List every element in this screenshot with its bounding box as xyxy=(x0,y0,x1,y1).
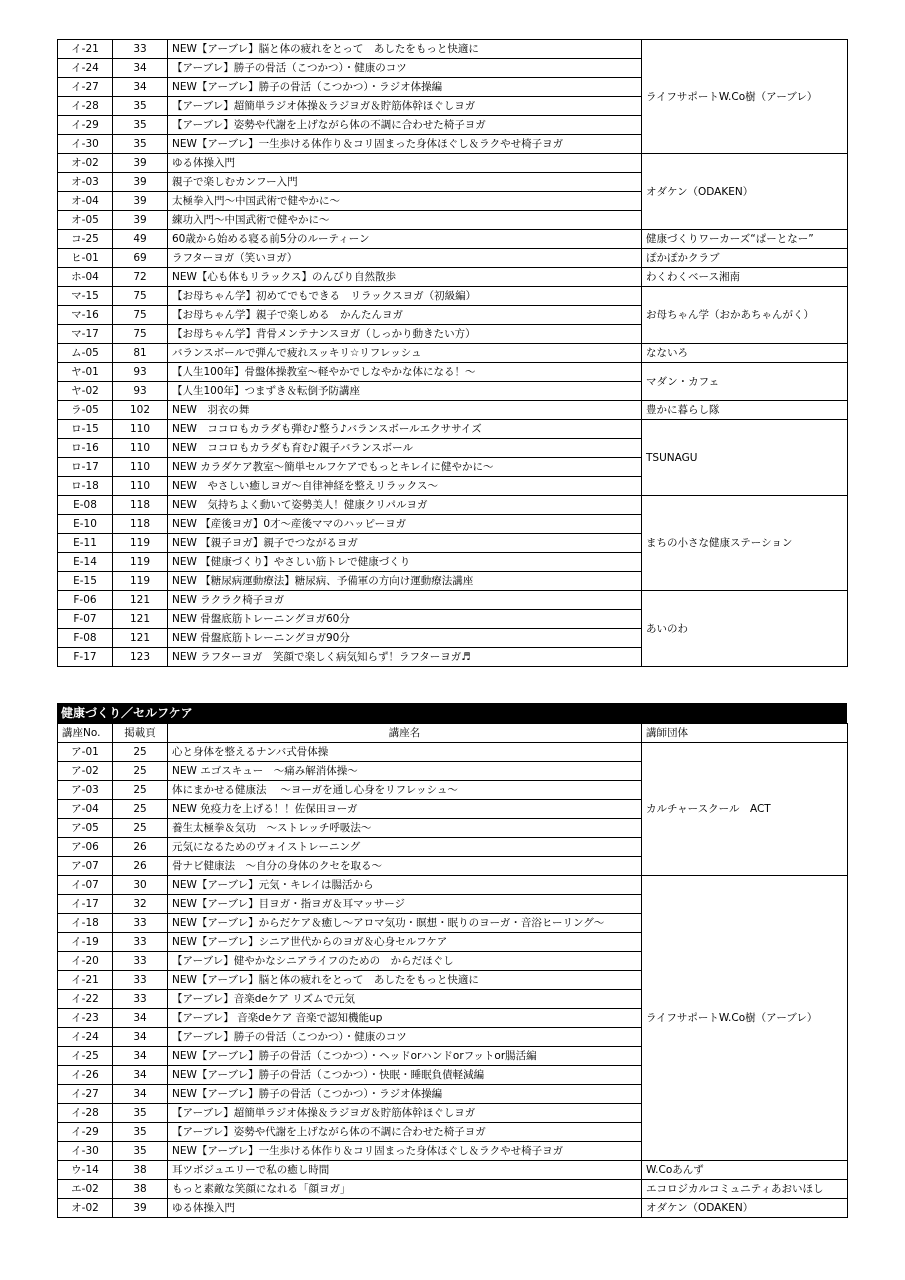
page-number: 72 xyxy=(113,268,168,287)
page-number: 34 xyxy=(113,1066,168,1085)
table-row xyxy=(58,1180,848,1199)
table-row xyxy=(58,401,848,420)
course-number: エ-02 xyxy=(58,1180,113,1199)
page-number: 33 xyxy=(113,933,168,952)
page-number: 35 xyxy=(113,1142,168,1161)
organization-name: マダン・カフェ xyxy=(642,363,848,401)
page-number: 33 xyxy=(113,914,168,933)
course-number: イ-07 xyxy=(58,876,113,895)
course-name: NEW エゴスキュー ～痛み解消体操～ xyxy=(168,762,642,781)
course-number: コ-25 xyxy=(58,230,113,249)
course-name: NEW ラフターヨガ 笑顔で楽しく病気知らず！ラフターヨガ♬ xyxy=(168,648,642,667)
organization-name: オダケン（ODAKEN） xyxy=(642,154,848,230)
course-number: イ-27 xyxy=(58,1085,113,1104)
organization-name: まちの小さな健康ステーション xyxy=(642,496,848,591)
course-name: 【アーブレ】姿勢や代謝を上げながら体の不調に合わせた椅子ヨガ xyxy=(168,116,642,135)
course-name: 【アーブレ】 音楽deケア 音楽で認知機能up xyxy=(168,1009,642,1028)
table-row xyxy=(58,268,848,287)
header-row xyxy=(58,724,848,743)
course-name: 【アーブレ】健やかなシニアライフのための からだほぐし xyxy=(168,952,642,971)
course-number: イ-17 xyxy=(58,895,113,914)
course-number: イ-24 xyxy=(58,59,113,78)
table-header xyxy=(58,724,848,743)
course-number: イ-27 xyxy=(58,78,113,97)
page-number: 25 xyxy=(113,762,168,781)
course-name: 【アーブレ】勝子の骨活（こつかつ）・健康のコツ xyxy=(168,1028,642,1047)
course-name: NEW 【健康づくり】やさしい筋トレで健康づくり xyxy=(168,553,642,572)
course-name: NEW 羽衣の舞 xyxy=(168,401,642,420)
header-organization: 講師団体 xyxy=(642,724,848,743)
course-name: NEW 【産後ヨガ】0才～産後ママのハッピーヨガ xyxy=(168,515,642,534)
course-number: マ-17 xyxy=(58,325,113,344)
course-number: ホ-04 xyxy=(58,268,113,287)
page-number: 39 xyxy=(113,173,168,192)
course-name: 【アーブレ】超簡単ラジオ体操＆ラジヨガ＆貯筋体幹ほぐしヨガ xyxy=(168,1104,642,1123)
section-health-selfcare xyxy=(57,703,847,1218)
course-name: NEW【アーブレ】元気・キレイは腸活から xyxy=(168,876,642,895)
course-name: バランスボールで弾んで疲れスッキリ☆リフレッシュ xyxy=(168,344,642,363)
course-number: ヤ-01 xyxy=(58,363,113,382)
course-name: 【人生100年】骨盤体操教室～軽やかでしなやかな体になる！～ xyxy=(168,363,642,382)
course-name: NEW【アーブレ】勝子の骨活（こつかつ）・ラジオ体操編 xyxy=(168,1085,642,1104)
course-number: E-10 xyxy=(58,515,113,534)
course-name: 耳ツボジュエリーで私の癒し時間 xyxy=(168,1161,642,1180)
course-number: イ-21 xyxy=(58,971,113,990)
course-name: NEW 気持ちよく動いて姿勢美人！健康クリパルヨガ xyxy=(168,496,642,515)
course-number: イ-29 xyxy=(58,116,113,135)
page-number: 121 xyxy=(113,591,168,610)
course-number: イ-25 xyxy=(58,1047,113,1066)
course-name: NEW ラクラク椅子ヨガ xyxy=(168,591,642,610)
course-name: 体にまかせる健康法 ～ヨーガを通し心身をリフレッシュ～ xyxy=(168,781,642,800)
course-number: ア-06 xyxy=(58,838,113,857)
course-name: 【人生100年】つまずき＆転倒予防講座 xyxy=(168,382,642,401)
course-name: 【アーブレ】音楽deケア リズムで元気 xyxy=(168,990,642,1009)
page-number: 39 xyxy=(113,154,168,173)
page-number: 32 xyxy=(113,895,168,914)
page-number: 33 xyxy=(113,971,168,990)
course-number: イ-30 xyxy=(58,135,113,154)
course-number: マ-15 xyxy=(58,287,113,306)
page-number: 26 xyxy=(113,857,168,876)
page-number: 35 xyxy=(113,116,168,135)
course-name: NEW 免疫力を上げる！！佐保田ヨーガ xyxy=(168,800,642,819)
organization-name: TSUNAGU xyxy=(642,420,848,496)
course-number: ム-05 xyxy=(58,344,113,363)
course-number: ア-03 xyxy=(58,781,113,800)
table-row xyxy=(58,40,848,59)
page-number: 39 xyxy=(113,211,168,230)
course-number: イ-28 xyxy=(58,97,113,116)
course-number: ロ-17 xyxy=(58,458,113,477)
page-number: 34 xyxy=(113,59,168,78)
course-number: ア-02 xyxy=(58,762,113,781)
page-number: 110 xyxy=(113,477,168,496)
course-name: ラフターヨガ（笑いヨガ） xyxy=(168,249,642,268)
course-number: ア-04 xyxy=(58,800,113,819)
course-number: E-08 xyxy=(58,496,113,515)
course-name: 【お母ちゃん学】初めてでもできる リラックスヨガ（初級編） xyxy=(168,287,642,306)
header-course-no: 講座No. xyxy=(58,724,113,743)
course-table-continued xyxy=(57,39,848,667)
course-number: ヒ-01 xyxy=(58,249,113,268)
table-row xyxy=(58,363,848,382)
page-number: 39 xyxy=(113,1199,168,1218)
organization-name: オダケン（ODAKEN） xyxy=(642,1199,848,1218)
course-name: NEW【アーブレ】からだケア＆癒し～アロマ気功・瞑想・眠りのヨーガ・音浴ヒーリング～ xyxy=(168,914,642,933)
page-number: 75 xyxy=(113,287,168,306)
course-name: 【アーブレ】姿勢や代謝を上げながら体の不調に合わせた椅子ヨガ xyxy=(168,1123,642,1142)
table-row xyxy=(58,743,848,762)
page-number: 34 xyxy=(113,1028,168,1047)
course-name: NEW ココロもカラダも育む♪親子バランスボール xyxy=(168,439,642,458)
course-number: E-14 xyxy=(58,553,113,572)
table-row xyxy=(58,496,848,515)
course-number: イ-26 xyxy=(58,1066,113,1085)
table-row xyxy=(58,876,848,895)
header-course-name: 講座名 xyxy=(168,724,642,743)
course-name: NEW【アーブレ】一生歩ける体作り＆コリ固まった身体ほぐし＆ラクやせ椅子ヨガ xyxy=(168,1142,642,1161)
page-number: 102 xyxy=(113,401,168,420)
page-number: 118 xyxy=(113,496,168,515)
course-table-body xyxy=(58,743,848,1218)
table-row xyxy=(58,230,848,249)
page-number: 75 xyxy=(113,306,168,325)
course-number: ヤ-02 xyxy=(58,382,113,401)
page-number: 38 xyxy=(113,1180,168,1199)
organization-name: カルチャースクール ACT xyxy=(642,743,848,876)
course-name: NEW【アーブレ】脳と体の疲れをとって あしたをもっと快適に xyxy=(168,40,642,59)
course-name: NEW【アーブレ】勝子の骨活（こつかつ）・快眠・睡眠負債軽減編 xyxy=(168,1066,642,1085)
course-name: 養生太極拳＆気功 ～ストレッチ呼吸法～ xyxy=(168,819,642,838)
page-number: 118 xyxy=(113,515,168,534)
page-number: 34 xyxy=(113,1047,168,1066)
course-name: 60歳から始める寝る前5分のルーティーン xyxy=(168,230,642,249)
page-number: 119 xyxy=(113,553,168,572)
organization-name: 健康づくりワーカーズ“ぱーとなー” xyxy=(642,230,848,249)
page-number: 35 xyxy=(113,97,168,116)
course-name: 元気になるためのヴォイストレーニング xyxy=(168,838,642,857)
course-name: NEW【アーブレ】目ヨガ・指ヨガ＆耳マッサージ xyxy=(168,895,642,914)
course-name: NEW カラダケア教室～簡単セルフケアでもっとキレイに健やかに～ xyxy=(168,458,642,477)
course-number: ア-01 xyxy=(58,743,113,762)
page-number: 25 xyxy=(113,800,168,819)
table-row xyxy=(58,287,848,306)
course-number: オ-02 xyxy=(58,154,113,173)
course-number: ロ-15 xyxy=(58,420,113,439)
organization-name: なないろ xyxy=(642,344,848,363)
course-name: 親子で楽しむカンフー入門 xyxy=(168,173,642,192)
course-name: NEW【アーブレ】勝子の骨活（こつかつ）・ヘッドorハンドorフットor腸活編 xyxy=(168,1047,642,1066)
course-name: もっと素敵な笑顔になれる「顔ヨガ」 xyxy=(168,1180,642,1199)
course-name: 【お母ちゃん学】親子で楽しめる かんたんヨガ xyxy=(168,306,642,325)
course-name: NEW 【親子ヨガ】親子でつながるヨガ xyxy=(168,534,642,553)
page-number: 121 xyxy=(113,610,168,629)
course-number: F-06 xyxy=(58,591,113,610)
course-name: NEW ココロもカラダも弾む♪整う♪バランスボールエクササイズ xyxy=(168,420,642,439)
page-number: 38 xyxy=(113,1161,168,1180)
page-number: 35 xyxy=(113,135,168,154)
table-row xyxy=(58,1199,848,1218)
page-number: 25 xyxy=(113,743,168,762)
course-number: ラ-05 xyxy=(58,401,113,420)
course-number: イ-19 xyxy=(58,933,113,952)
table-row xyxy=(58,1161,848,1180)
course-number: イ-21 xyxy=(58,40,113,59)
course-name: NEW【アーブレ】シニア世代からのヨガ＆心身セルフケア xyxy=(168,933,642,952)
page-number: 33 xyxy=(113,40,168,59)
course-number: E-15 xyxy=(58,572,113,591)
course-number: ロ-18 xyxy=(58,477,113,496)
organization-name: W.Coあんず xyxy=(642,1161,848,1180)
course-name: 太極拳入門～中国武術で健やかに～ xyxy=(168,192,642,211)
course-number: ア-07 xyxy=(58,857,113,876)
course-number: オ-05 xyxy=(58,211,113,230)
course-name: ゆる体操入門 xyxy=(168,1199,642,1218)
page-number: 33 xyxy=(113,990,168,1009)
course-name: 練功入門～中国武術で健やかに～ xyxy=(168,211,642,230)
course-number: F-08 xyxy=(58,629,113,648)
course-name: NEW【心も体もリラックス】のんびり自然散歩 xyxy=(168,268,642,287)
course-number: イ-24 xyxy=(58,1028,113,1047)
course-number: イ-20 xyxy=(58,952,113,971)
table-row xyxy=(58,420,848,439)
organization-name: お母ちゃん学（おかあちゃんがく） xyxy=(642,287,848,344)
organization-name: ライフサポートW.Co樹（アーブレ） xyxy=(642,40,848,154)
page-number: 33 xyxy=(113,952,168,971)
course-name: 心と身体を整えるナンバ式骨体操 xyxy=(168,743,642,762)
course-name: NEW【アーブレ】脳と体の疲れをとって あしたをもっと快適に xyxy=(168,971,642,990)
page-number: 110 xyxy=(113,439,168,458)
course-name: NEW【アーブレ】一生歩ける体作り＆コリ固まった身体ほぐし＆ラクやせ椅子ヨガ xyxy=(168,135,642,154)
page-number: 35 xyxy=(113,1123,168,1142)
course-name: NEW【アーブレ】勝子の骨活（こつかつ）・ラジオ体操編 xyxy=(168,78,642,97)
course-name: NEW 骨盤底筋トレーニングヨガ90分 xyxy=(168,629,642,648)
course-number: イ-23 xyxy=(58,1009,113,1028)
page-number: 26 xyxy=(113,838,168,857)
table-row xyxy=(58,154,848,173)
course-table-body xyxy=(58,40,848,667)
page-number: 34 xyxy=(113,1009,168,1028)
page-number: 34 xyxy=(113,1085,168,1104)
page-number: 110 xyxy=(113,420,168,439)
page-number: 119 xyxy=(113,572,168,591)
page-number: 121 xyxy=(113,629,168,648)
course-number: マ-16 xyxy=(58,306,113,325)
course-name: 【アーブレ】勝子の骨活（こつかつ）・健康のコツ xyxy=(168,59,642,78)
page-number: 34 xyxy=(113,78,168,97)
course-number: ロ-16 xyxy=(58,439,113,458)
page-number: 69 xyxy=(113,249,168,268)
organization-name: エコロジカルコミュニティあおいほし xyxy=(642,1180,848,1199)
course-number: イ-28 xyxy=(58,1104,113,1123)
course-number: イ-18 xyxy=(58,914,113,933)
table-row xyxy=(58,249,848,268)
table-row xyxy=(58,591,848,610)
course-number: オ-02 xyxy=(58,1199,113,1218)
section-title: 健康づくり／セルフケア xyxy=(57,703,847,723)
page-number: 75 xyxy=(113,325,168,344)
course-number: イ-29 xyxy=(58,1123,113,1142)
course-name: NEW 【糖尿病運動療法】糖尿病、予備軍の方向け運動療法講座 xyxy=(168,572,642,591)
page-number: 49 xyxy=(113,230,168,249)
organization-name: ぽかぽかクラブ xyxy=(642,249,848,268)
header-page: 掲載頁 xyxy=(113,724,168,743)
page-number: 119 xyxy=(113,534,168,553)
course-table xyxy=(57,723,848,1218)
course-number: F-17 xyxy=(58,648,113,667)
page-number: 93 xyxy=(113,363,168,382)
organization-name: あいのわ xyxy=(642,591,848,667)
course-number: イ-30 xyxy=(58,1142,113,1161)
page-number: 25 xyxy=(113,819,168,838)
course-name: NEW やさしい癒しヨガ～自律神経を整えリラックス～ xyxy=(168,477,642,496)
course-name: ゆる体操入門 xyxy=(168,154,642,173)
course-number: オ-03 xyxy=(58,173,113,192)
page-number: 35 xyxy=(113,1104,168,1123)
page-number: 81 xyxy=(113,344,168,363)
course-number: ア-05 xyxy=(58,819,113,838)
course-number: E-11 xyxy=(58,534,113,553)
page-number: 39 xyxy=(113,192,168,211)
course-name: 骨ナビ健康法 ～自分の身体のクセを取る～ xyxy=(168,857,642,876)
course-number: F-07 xyxy=(58,610,113,629)
page-number: 25 xyxy=(113,781,168,800)
course-number: ウ-14 xyxy=(58,1161,113,1180)
organization-name: 豊かに暮らし隊 xyxy=(642,401,848,420)
page-number: 30 xyxy=(113,876,168,895)
table-row xyxy=(58,344,848,363)
course-name: NEW 骨盤底筋トレーニングヨガ60分 xyxy=(168,610,642,629)
course-name: 【アーブレ】超簡単ラジオ体操＆ラジヨガ＆貯筋体幹ほぐしヨガ xyxy=(168,97,642,116)
organization-name: ライフサポートW.Co樹（アーブレ） xyxy=(642,876,848,1161)
course-number: オ-04 xyxy=(58,192,113,211)
page-number: 110 xyxy=(113,458,168,477)
organization-name: わくわくベース湘南 xyxy=(642,268,848,287)
page-number: 123 xyxy=(113,648,168,667)
course-number: イ-22 xyxy=(58,990,113,1009)
course-name: 【お母ちゃん学】背骨メンテナンスヨガ（しっかり動きたい方） xyxy=(168,325,642,344)
page-number: 93 xyxy=(113,382,168,401)
